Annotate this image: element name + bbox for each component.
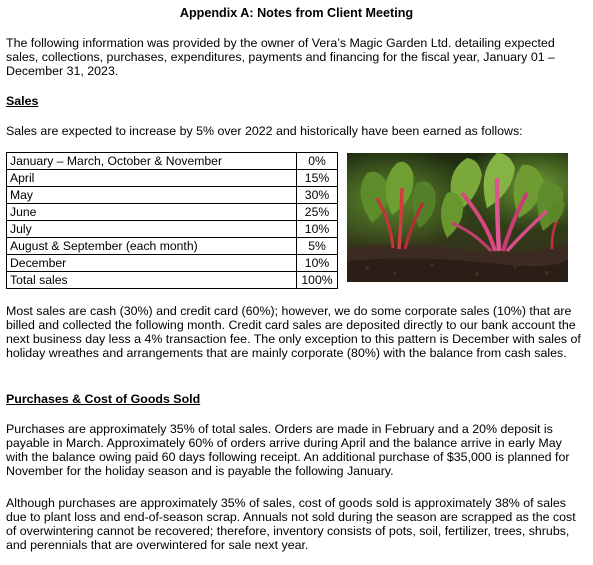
table-cell-percent: 15%: [297, 170, 338, 187]
page-title: Appendix A: Notes from Client Meeting: [179, 6, 414, 20]
table-row: [7, 170, 338, 187]
table-cell-percent: 5%: [297, 238, 338, 255]
collections-paragraph: Most sales are cash (30%) and credit card (60%); however, we do some corporate sales (10%) that are billed and collected the following month. Credit card sales are deposited directly to our bank account the next business day less a 4% transaction fee. The only exception to this pattern is December with sales of holiday wreathes and arrangements that are mainly corporate (80%) with the balance from cash sales.: [6, 304, 581, 360]
table-row: [7, 204, 338, 221]
table-row: [7, 221, 338, 238]
table-cell-period: April: [7, 170, 297, 187]
sales-distribution-table: [6, 152, 338, 289]
table-row: [7, 255, 338, 272]
table-cell-percent: 30%: [297, 187, 338, 204]
table-cell-percent: 10%: [297, 221, 338, 238]
sales-intro: Sales are expected to increase by 5% over 2022 and historically have been earned as follows:: [6, 124, 523, 138]
table-cell-percent: 25%: [297, 204, 338, 221]
purchases-paragraph-2: Although purchases are approximately 35% of sales, cost of goods sold is approximately 38% of sales due to plant loss and end-of-season scrap. Annuals not sold during the season are scrapped as the cost of overwintering cannot be recovered; therefore, inventory consists of pots, soil, fertilizer, trees, shrubs, and perennials that are overwintered for sale next year.: [6, 496, 576, 552]
purchases-paragraph-1: Purchases are approximately 35% of total sales. Orders are made in February and a 20% deposit is payable in March. Approximately 60% of orders arrive during April and the balance arrive in early May with the balance owing paid 60 days following receipt. An additional purchase of $35,000 is planned for November for the holiday season and is payable the following January.: [6, 422, 570, 478]
table-cell-percent: 100%: [297, 272, 338, 289]
table-row: [7, 153, 338, 170]
table-cell-period: May: [7, 187, 297, 204]
table-cell-period: June: [7, 204, 297, 221]
table-cell-period: August & September (each month): [7, 238, 297, 255]
table-row-total: [7, 272, 338, 289]
intro-paragraph: The following information was provided by the owner of Vera’s Magic Garden Ltd. detailing expected sales, collections, purchases, expenditures, payments and financing for the fiscal year, January 01 – December 31, 2023.: [6, 36, 555, 78]
table-cell-percent: 0%: [297, 153, 338, 170]
purchases-heading: Purchases & Cost of Goods Sold: [6, 392, 201, 406]
table-cell-period: Total sales: [7, 272, 297, 289]
table-cell-percent: 10%: [297, 255, 338, 272]
sales-heading: Sales: [6, 94, 39, 108]
chard-photo: [347, 153, 568, 282]
table-row: [7, 238, 338, 255]
table-cell-period: December: [7, 255, 297, 272]
table-cell-period: January – March, October & November: [7, 153, 297, 170]
table-cell-period: July: [7, 221, 297, 238]
table-row: [7, 187, 338, 204]
